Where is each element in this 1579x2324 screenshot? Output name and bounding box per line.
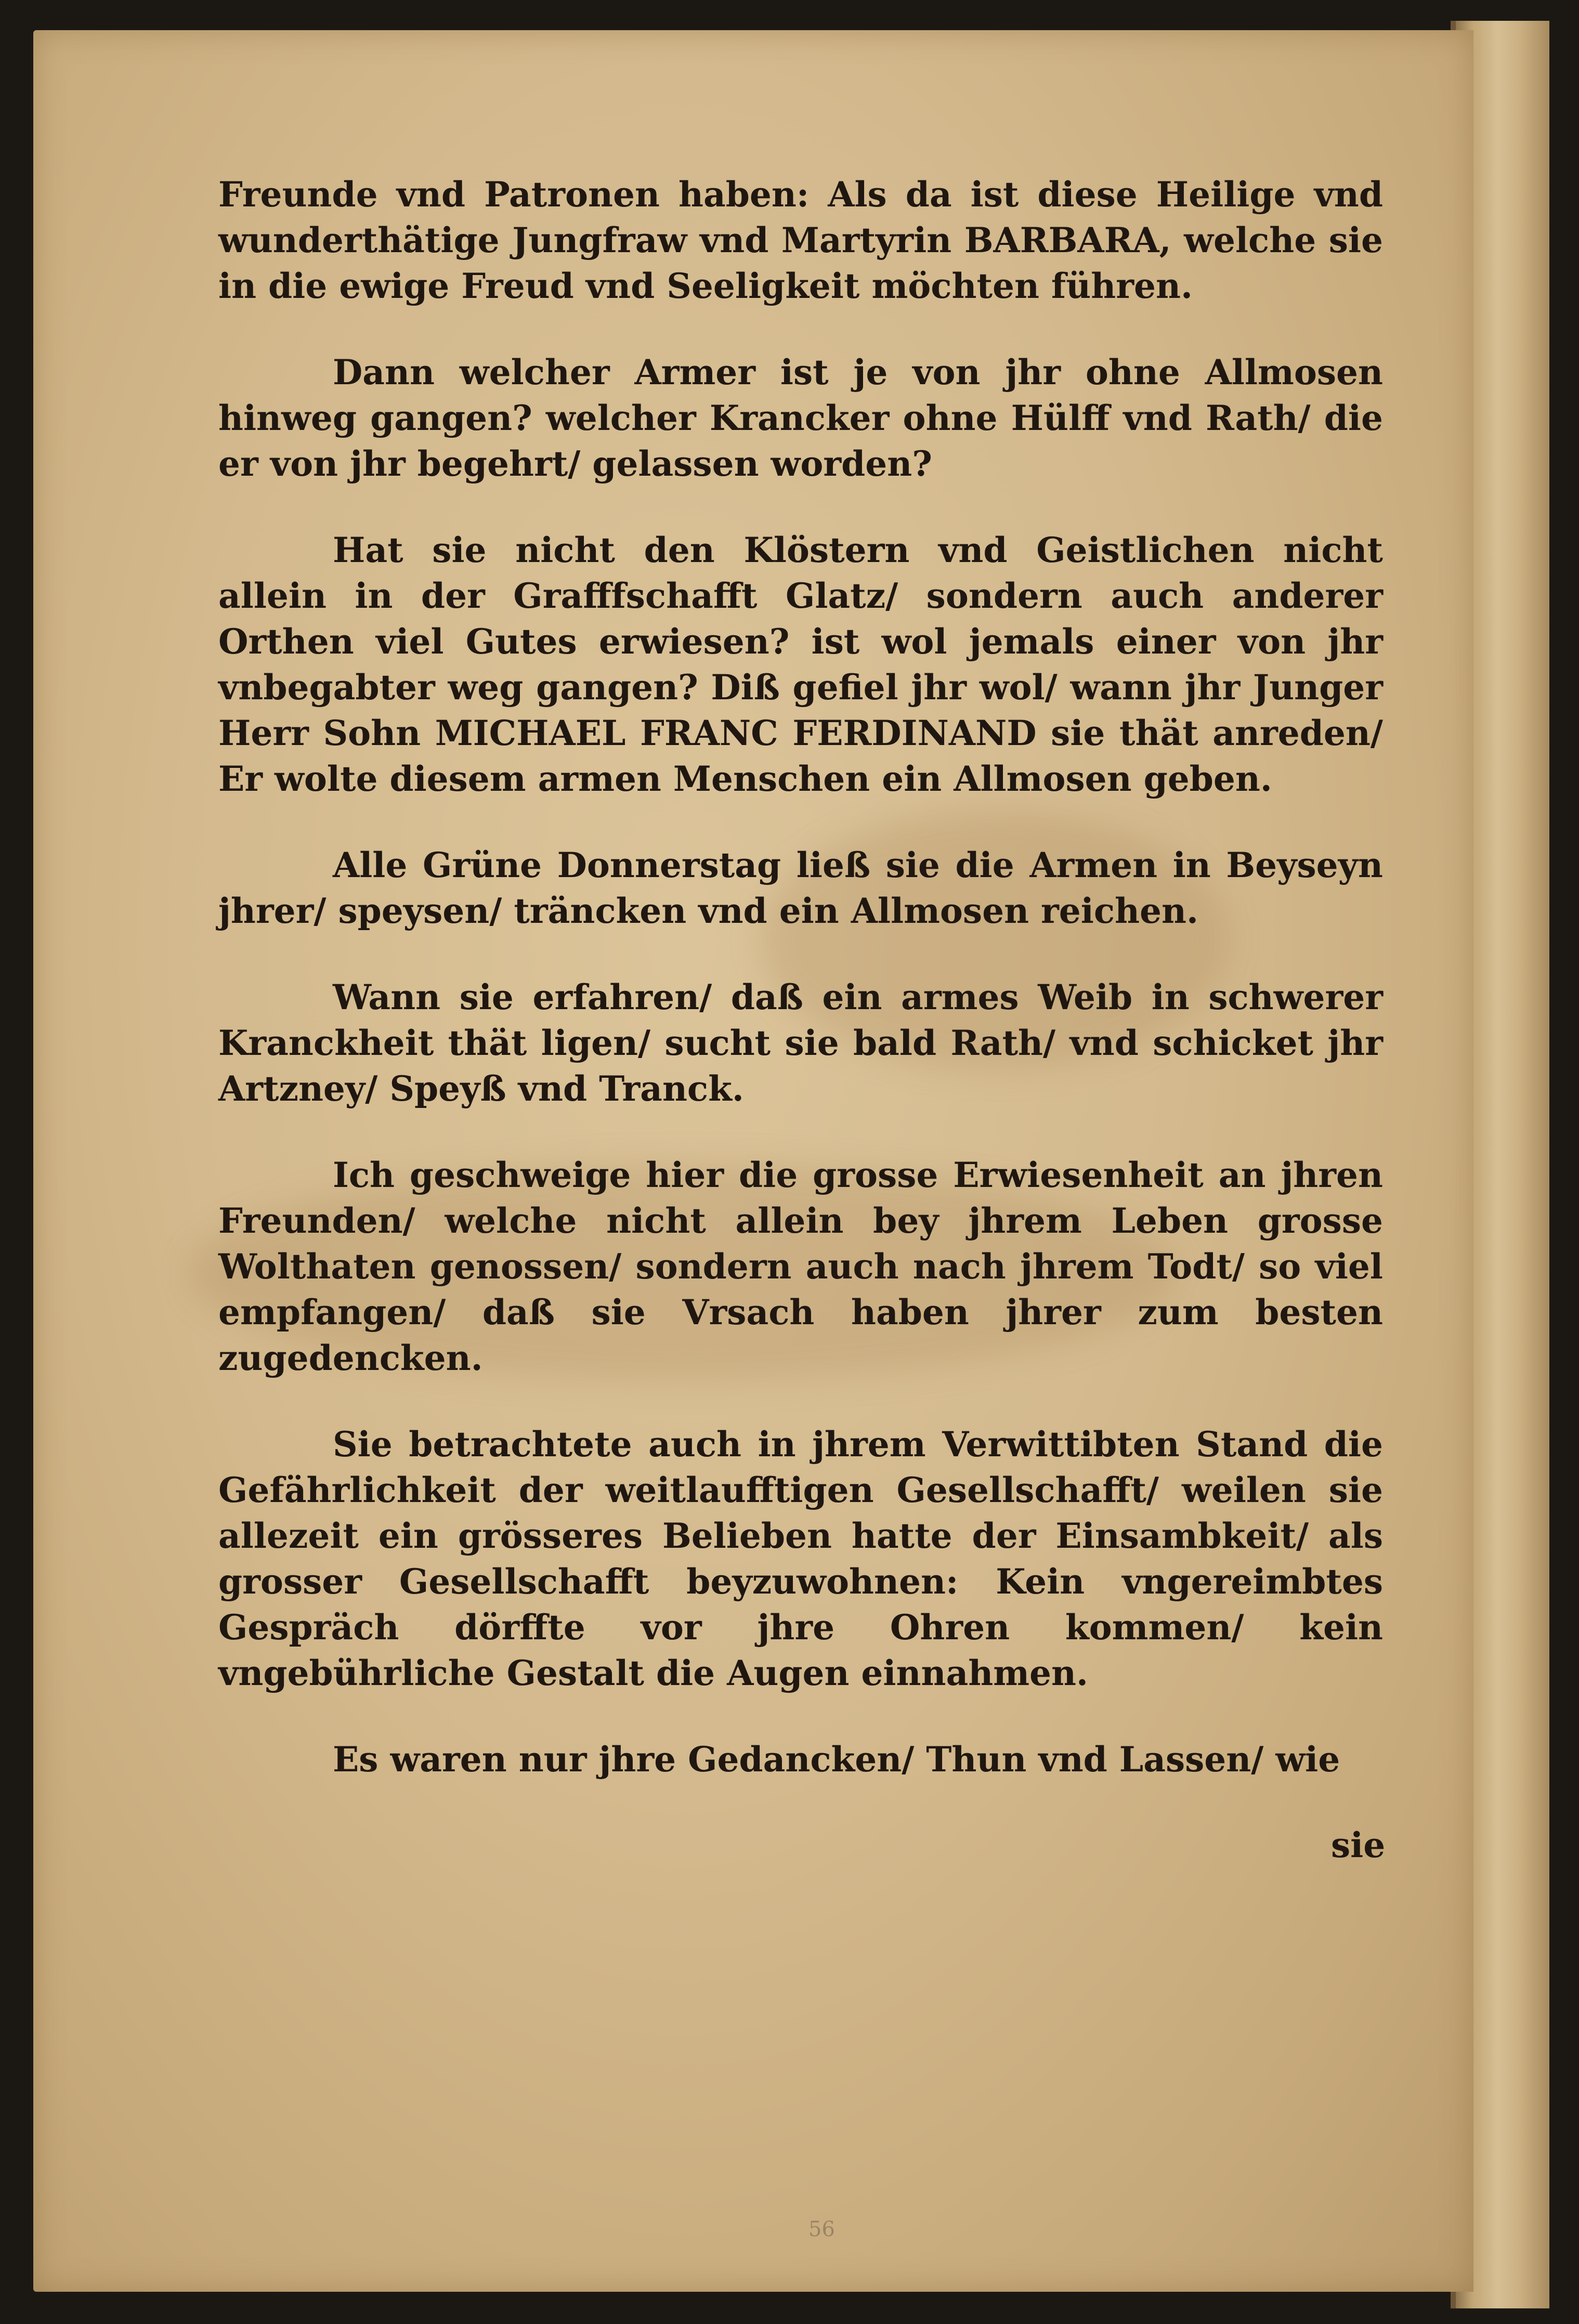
paragraph: Freunde vnd Patronen haben: Als da ist diese Heilige vnd wunderthätige Jungfraw vnd Martyrin BARBARA, welche sie in die ewige Freud vnd Seeligkeit möchten führen. [218,174,1383,306]
paragraph: Es waren nur jhre Gedancken/ Thun vnd Lassen/ wie [333,1739,1340,1780]
folio-mark: 56 [808,2217,835,2241]
paragraph: Alle Grüne Donnerstag ließ sie die Armen in Beyseyn jhrer/ speysen/ träncken vnd ein Allmosen reichen. [218,845,1383,931]
body-text [218,172,1383,1823]
paragraph: Dann welcher Armer ist je von jhr ohne Allmosen hinweg gangen? welcher Krancker ohne Hülff vnd Rath/ die er von jhr begehrt/ gelassen worden? [218,352,1383,484]
paragraph: Ich geschweige hier die grosse Erwiesenheit an jhren Freunden/ welche nicht allein bey jhrem Leben grosse Wolthaten genossen/ sondern auch nach jhrem Todt/ so viel empfangen/ daß sie Vrsach haben jhrer zum besten zugedencken. [218,1155,1383,1378]
paragraph: Wann sie erfahren/ daß ein armes Weib in schwerer Kranckheit thät ligen/ sucht sie bald Rath/ vnd schicket jhr Artzney/ Speyß vnd Tranck. [218,977,1383,1109]
paragraph: Hat sie nicht den Klöstern vnd Geistlichen nicht allein in der Grafffschafft Glatz/ sondern auch anderer Orthen viel Gutes erwiesen? ist wol jemals einer von jhr vnbegabter weg gangen? Diß gefiel jhr wol/ wann jhr Junger Herr Sohn MICHAEL FRANC FERDINAND sie thät anreden/ Er wolte diesem armen Menschen ein Allmosen geben. [218,530,1383,799]
catchword: sie [1331,1825,1386,1865]
paragraph: Sie betrachtete auch in jhrem Verwittibten Stand die Gefährlichkeit der weitlaufftigen Gesellschafft/ weilen sie allezeit ein grösseres Belieben hatte der Einsambkeit/ als grosser Gesellschafft beyzuwohnen: Kein vngereimbtes Gespräch dörffte vor jhre Ohren kommen/ kein vngebührliche Gestalt die Augen einnahmen. [218,1424,1383,1693]
